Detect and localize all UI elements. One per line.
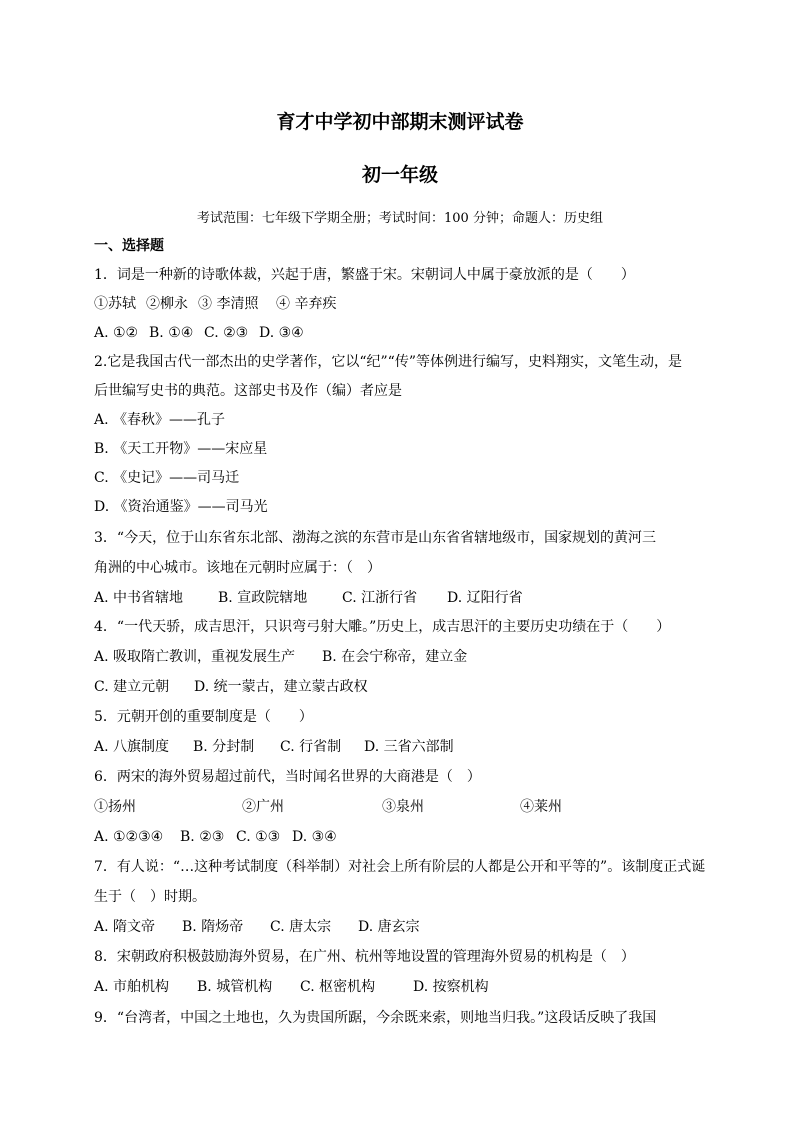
question-3-stem-line-2: 角洲的中心城市。该地在元朝时应属于：（ ） <box>94 560 381 576</box>
question-6-stem: 6．两宋的海外贸易超过前代，当时闻名世界的大商港是（ ） <box>94 769 481 785</box>
question-1-items <box>94 294 336 314</box>
question-4-options-row-1 <box>94 647 467 667</box>
exam-meta: 考试范围：七年级下学期全册；考试时间：100 分钟；命题人：历史组 <box>197 211 603 226</box>
question-9-stem: 9．“台湾者，中国之土地也，久为贵国所踞，今余既来索，则地当归我。”这段话反映了我国 <box>94 1010 657 1026</box>
q1-option-c: C. ②③ <box>204 325 249 341</box>
question-7-stem-line-1: 7．有人说：“…这种考试制度（科举制）对社会上所有阶层的人都是公开和平等的”。该制度正式诞 <box>94 859 706 875</box>
q2-option-b: B. 《天工开物》——宋应星 <box>94 441 268 457</box>
q1-item-1: ①苏轼 <box>94 296 136 312</box>
question-2-stem-line-1: 2.它是我国古代一部杰出的史学著作，它以“纪”“传”等体例进行编写，史料翔实，文笔生动，是 <box>94 354 682 370</box>
q7-option-a: A. 隋文帝 <box>94 919 156 935</box>
q4-option-d: D. 统一蒙古，建立蒙古政权 <box>194 679 368 695</box>
q6-item-1: ①扬州 <box>94 799 136 815</box>
q1-item-3: ③ 李清照 <box>198 296 259 312</box>
q5-option-a: A. 八旗制度 <box>94 739 170 755</box>
q6-item-4: ④莱州 <box>520 799 562 815</box>
q6-item-3: ③泉州 <box>382 799 424 815</box>
q6-item-2: ②广州 <box>242 799 284 815</box>
question-7-options <box>94 917 420 937</box>
question-1-options <box>94 323 304 343</box>
question-8-stem: 8．宋朝政府积极鼓励海外贸易，在广州、杭州等地设置的管理海外贸易的机构是（ ） <box>94 949 635 965</box>
q2-option-c: C. 《史记》——司马迁 <box>94 470 240 486</box>
q4-option-b: B. 在会宁称帝，建立金 <box>322 649 468 665</box>
q6-option-c: C. ①③ <box>236 829 281 845</box>
q4-option-c: C. 建立元朝 <box>94 679 170 695</box>
q2-option-d: D. 《资治通鉴》——司马光 <box>94 499 268 515</box>
exam-title: 育才中学初中部期末测评试卷 <box>276 111 524 133</box>
q3-option-a: A. 中书省辖地 <box>94 590 184 606</box>
q1-item-2: ②柳永 <box>146 296 188 312</box>
question-5-stem: 5．元朝开创的重要制度是（ ） <box>94 709 313 725</box>
q6-option-b: B. ②③ <box>180 829 225 845</box>
q4-option-a: A. 吸取隋亡教训，重视发展生产 <box>94 649 296 665</box>
question-6-options <box>94 827 337 847</box>
question-1-stem: 1．词是一种新的诗歌体裁，兴起于唐，繁盛于宋。宋朝词人中属于豪放派的是（ ） <box>94 267 635 283</box>
question-6-items <box>94 797 562 817</box>
q5-option-d: D. 三省六部制 <box>364 739 454 755</box>
q2-option-a: A. 《春秋》——孔子 <box>94 412 226 428</box>
q8-option-a: A. 市舶机构 <box>94 979 170 995</box>
grade-subtitle: 初一年级 <box>361 164 438 186</box>
question-4-stem: 4．“一代天骄，成吉思汗，只识弯弓射大雕。”历史上，成吉思汗的主要历史功绩在于（ ） <box>94 619 671 635</box>
q8-option-c: C. 枢密机构 <box>300 979 376 995</box>
question-7-stem-line-2: 生于（ ）时期。 <box>94 889 206 905</box>
question-8-options <box>94 977 489 997</box>
q1-option-b: B. ①④ <box>149 325 194 341</box>
q7-option-c: C. 唐太宗 <box>270 919 332 935</box>
q7-option-d: D. 唐玄宗 <box>358 919 420 935</box>
q3-option-b: B. 宣政院辖地 <box>218 590 308 606</box>
q3-option-c: C. 江浙行省 <box>342 590 418 606</box>
q7-option-b: B. 隋炀帝 <box>182 919 244 935</box>
q5-option-b: B. 分封制 <box>193 739 255 755</box>
q3-option-d: D. 辽阳行省 <box>447 590 523 606</box>
q1-option-d: D. ③④ <box>259 325 304 341</box>
question-4-options-row-2 <box>94 677 368 697</box>
q1-item-4: ④ 辛弃疾 <box>276 296 337 312</box>
section-heading: 一、选择题 <box>94 238 164 254</box>
question-3-options <box>94 588 523 608</box>
q6-option-a: A. ①②③④ <box>94 829 164 845</box>
question-3-stem-line-1: 3．“今天，位于山东省东北部、渤海之滨的东营市是山东省省辖地级市，国家规划的黄河三 <box>94 530 657 546</box>
q6-option-d: D. ③④ <box>292 829 337 845</box>
q1-option-a: A. ①② <box>94 325 139 341</box>
q5-option-c: C. 行省制 <box>280 739 342 755</box>
question-5-options <box>94 737 454 757</box>
q8-option-b: B. 城管机构 <box>197 979 273 995</box>
q8-option-d: D. 按察机构 <box>413 979 489 995</box>
question-2-stem-line-2: 后世编写史书的典范。这部史书及作（编）者应是 <box>94 383 402 399</box>
